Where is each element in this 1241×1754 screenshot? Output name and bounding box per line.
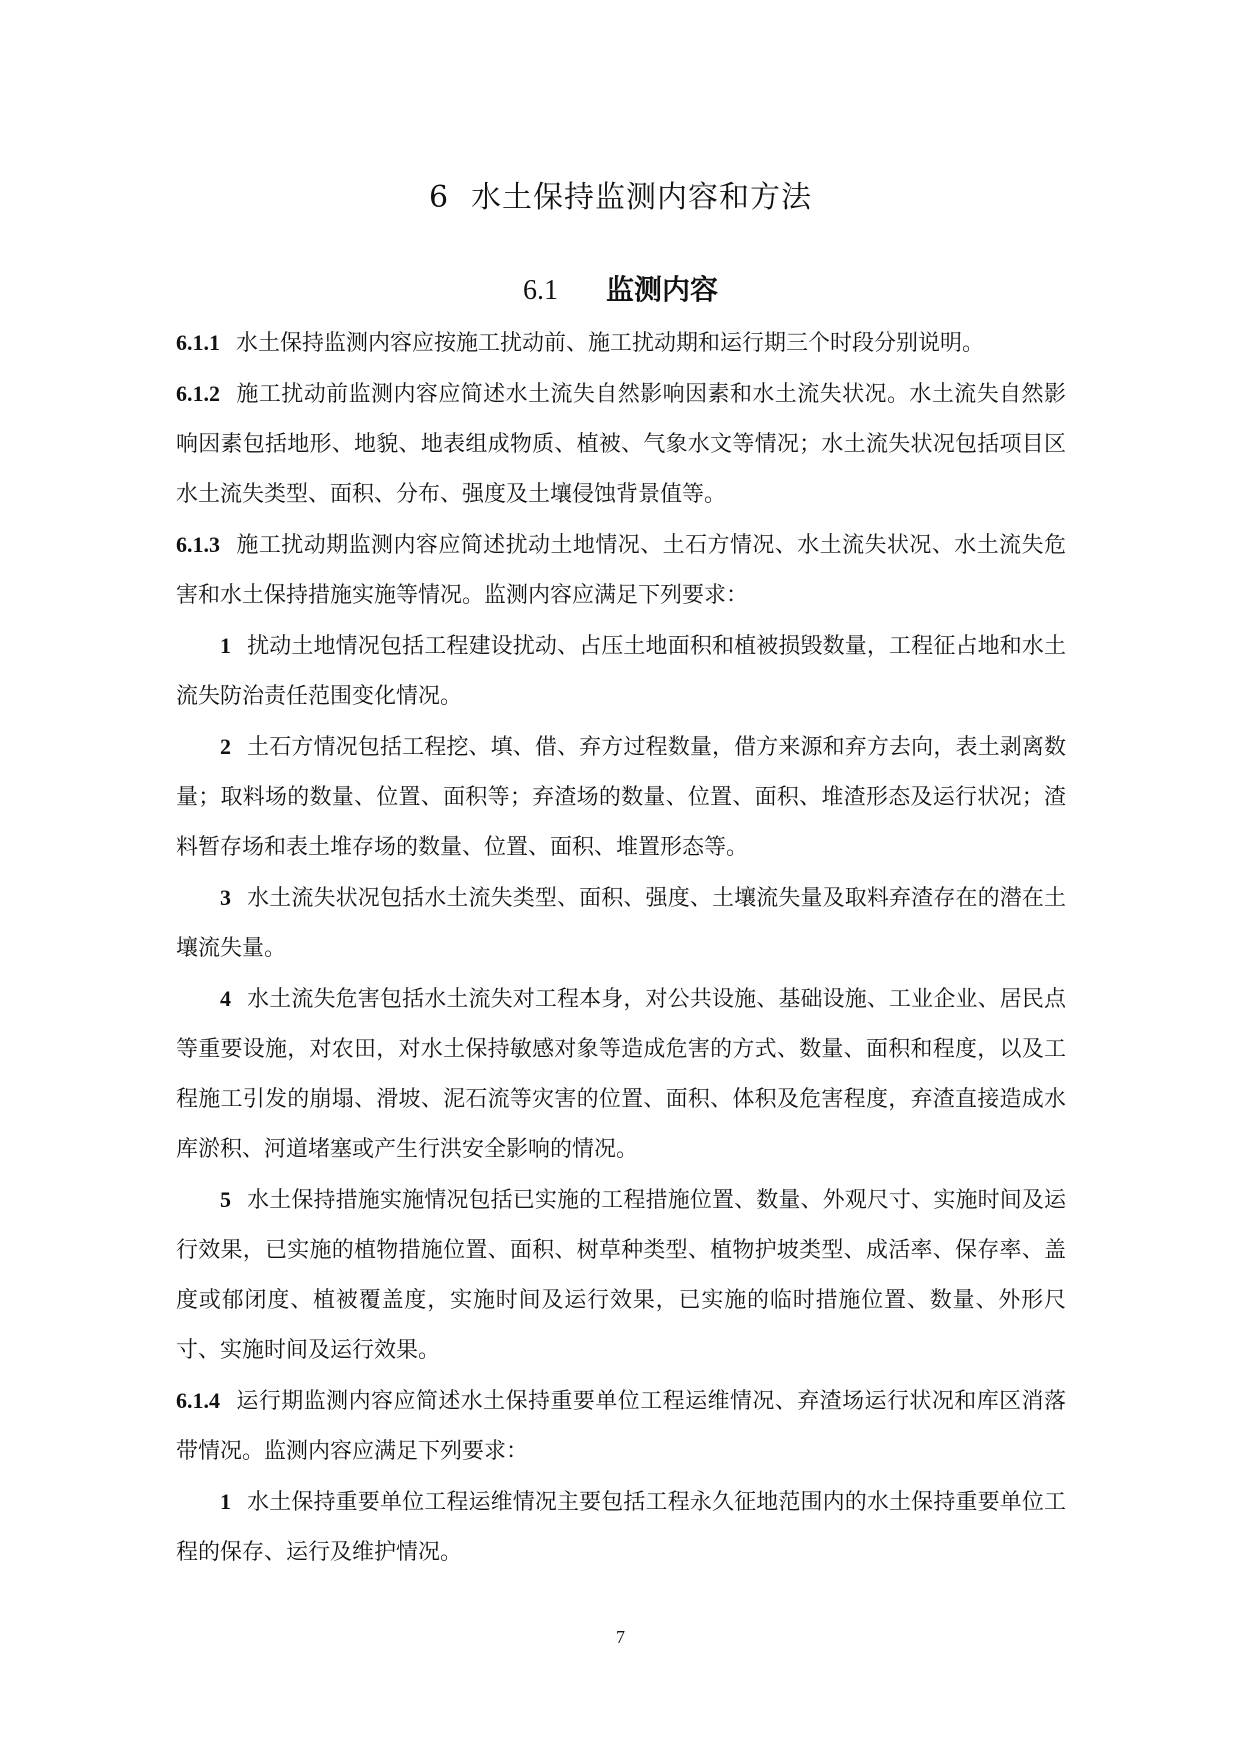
chapter-title xyxy=(0,178,1241,218)
body-text xyxy=(176,318,1066,1578)
paragraph-text: 运行期监测内容应简述水土保持重要单位工程运维情况、弃渣场运行状况和库区消落带情况。监测内容应满足下列要求： xyxy=(176,1389,1066,1464)
paragraph-text: 水土流失状况包括水土流失类型、面积、强度、土壤流失量及取料弃渣存在的潜在土壤流失量。 xyxy=(176,886,1066,961)
paragraph-text: 水土保持监测内容应按施工扰动前、施工扰动期和运行期三个时段分别说明。 xyxy=(236,331,985,356)
section-number: 6.1 xyxy=(522,275,558,306)
item-number: 3 xyxy=(220,885,231,910)
list-item-paragraph xyxy=(176,873,1066,974)
list-item-paragraph xyxy=(176,621,1066,722)
paragraph-text: 水土流失危害包括水土流失对工程本身，对公共设施、基础设施、工业企业、居民点等重要设施，对农田，对水土保持敏感对象等造成危害的方式、数量、面积和程度，以及工程施工引发的崩塌、滑坡、泥石流等灾害的位置、面积、体积及危害程度，弃渣直接造成水库淤积、河道堵塞或产生行洪安全影响的情况。 xyxy=(176,987,1066,1162)
chapter-number: 6 xyxy=(428,180,450,215)
clause-paragraph xyxy=(176,369,1066,520)
paragraph-text: 水土保持措施实施情况包括已实施的工程措施位置、数量、外观尺寸、实施时间及运行效果，已实施的植物措施位置、面积、树草种类型、植物护坡类型、成活率、保存率、盖度或郁闭度、植被覆盖度，实施时间及运行效果，已实施的临时措施位置、数量、外形尺寸、实施时间及运行效果。 xyxy=(176,1188,1066,1363)
item-number: 5 xyxy=(220,1187,231,1212)
paragraph-text: 扰动土地情况包括工程建设扰动、占压土地面积和植被损毁数量，工程征占地和水土流失防治责任范围变化情况。 xyxy=(176,634,1066,709)
clause-number: 6.1.2 xyxy=(176,381,220,406)
list-item-paragraph xyxy=(176,974,1066,1175)
paragraph-text: 水土保持重要单位工程运维情况主要包括工程永久征地范围内的水土保持重要单位工程的保存、运行及维护情况。 xyxy=(176,1490,1066,1565)
clause-paragraph xyxy=(176,520,1066,621)
list-item-paragraph xyxy=(176,1477,1066,1578)
page-number: 7 xyxy=(616,1627,625,1647)
clause-number: 6.1.3 xyxy=(176,532,220,557)
list-item-paragraph xyxy=(176,1175,1066,1376)
clause-paragraph xyxy=(176,318,1066,369)
item-number: 2 xyxy=(220,734,231,759)
list-item-paragraph xyxy=(176,722,1066,873)
paragraph-text: 施工扰动前监测内容应简述水土流失自然影响因素和水土流失状况。水土流失自然影响因素包括地形、地貌、地表组成物质、植被、气象水文等情况；水土流失状况包括项目区水土流失类型、面积、分布、强度及土壤侵蚀背景值等。 xyxy=(176,382,1066,507)
item-number: 4 xyxy=(220,986,231,1011)
clause-paragraph xyxy=(176,1376,1066,1477)
section-title-text: 监测内容 xyxy=(605,273,718,306)
item-number: 1 xyxy=(220,633,231,658)
paragraph-text: 土石方情况包括工程挖、填、借、弃方过程数量，借方来源和弃方去向，表土剥离数量；取料场的数量、位置、面积等；弃渣场的数量、位置、面积、堆渣形态及运行状况；渣料暂存场和表土堆存场的数量、位置、面积、堆置形态等。 xyxy=(176,735,1066,860)
section-title xyxy=(0,270,1241,311)
clause-number: 6.1.1 xyxy=(176,330,220,355)
clause-number: 6.1.4 xyxy=(176,1388,220,1413)
chapter-title-text: 水土保持监测内容和方法 xyxy=(471,180,813,215)
item-number: 1 xyxy=(220,1489,231,1514)
paragraph-text: 施工扰动期监测内容应简述扰动土地情况、土石方情况、水土流失状况、水土流失危害和水土保持措施实施等情况。监测内容应满足下列要求： xyxy=(176,533,1066,608)
